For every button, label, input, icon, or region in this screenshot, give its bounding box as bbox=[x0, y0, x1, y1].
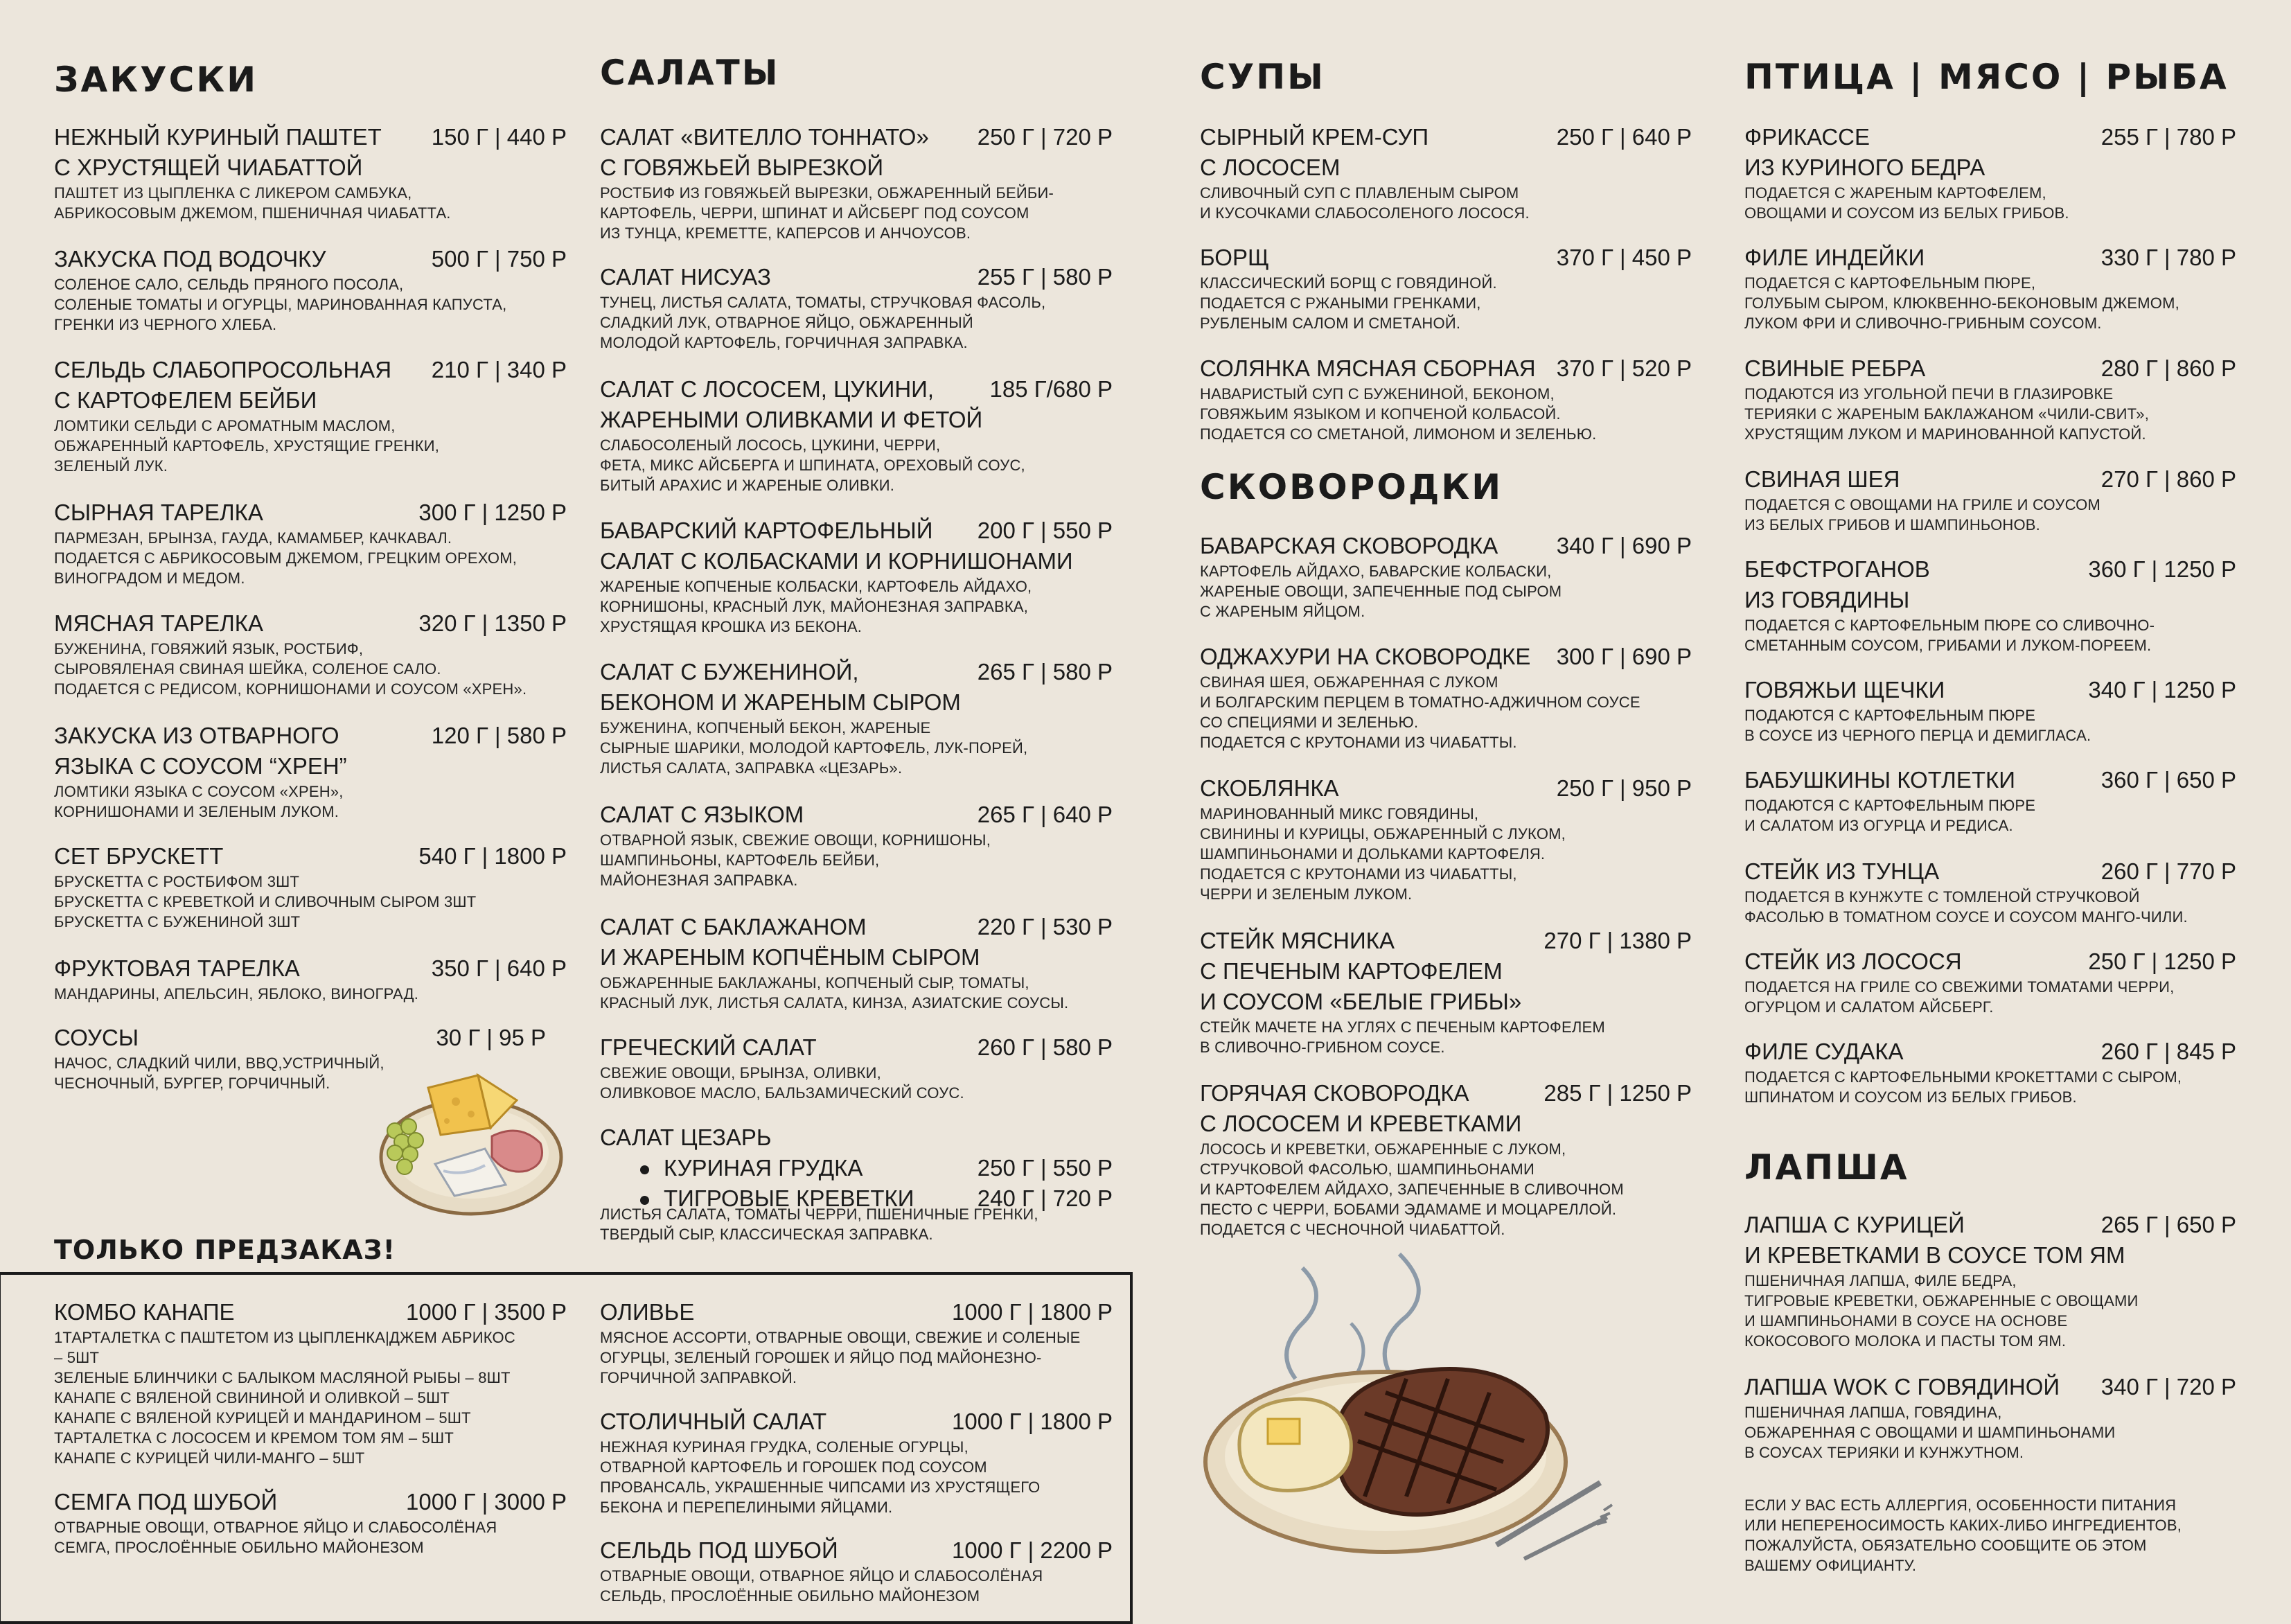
menu-item bbox=[54, 1487, 567, 1557]
item-name: СЕЛЬДЬ СЛАБОПРОСОЛЬНАЯ bbox=[54, 357, 392, 382]
item-name: ГОРЯЧАЯ СКОВОРОДКА bbox=[1200, 1080, 1469, 1106]
menu-item bbox=[1744, 353, 2236, 444]
menu-item bbox=[1200, 773, 1692, 904]
menu-item bbox=[1200, 531, 1692, 621]
item-description: ПОДАЮТСЯ С КАРТОФЕЛЬНЫМ ПЮРЕ И САЛАТОМ ИЗ ОГУРЦА И РЕДИСА. bbox=[1744, 797, 2036, 834]
item-price: 500 Г | 750 Р bbox=[431, 246, 567, 272]
menu-item bbox=[600, 515, 1113, 637]
item-description: ПШЕНИЧНАЯ ЛАПША, ГОВЯДИНА, ОБЖАРЕННАЯ С ОВОЩАМИ И ШАМПИНЬОНАМИ В СОУСАХ ТЕРИЯКИ И КУНЖУТНОМ. bbox=[1744, 1404, 2116, 1461]
item-name: ФРИКАССЕ bbox=[1744, 124, 1870, 150]
item-name-line2: ЖАРЕНЫМИ ОЛИВКАМИ И ФЕТОЙ bbox=[600, 407, 983, 432]
item-name: СВИНЫЕ РЕБРА bbox=[1744, 355, 1926, 381]
item-name-line2: С ГОВЯЖЬЕЙ ВЫРЕЗКОЙ bbox=[600, 155, 884, 180]
item-price: 250 Г | 720 Р bbox=[977, 124, 1113, 150]
menu-item bbox=[1744, 1036, 2236, 1107]
item-description: СВИНАЯ ШЕЯ, ОБЖАРЕННАЯ С ЛУКОМ И БОЛГАРСКИМ ПЕРЦЕМ В ТОМАТНО-АДЖИЧНОМ СОУСЕ СО СПЕЦИЯМИ И ЗЕЛЕНЬЮ. ПОДАЕТСЯ С КРУТОНАМИ ИЗ ЧИАБАТТЫ. bbox=[1200, 673, 1640, 751]
item-name: КОМБО КАНАПЕ bbox=[54, 1299, 235, 1325]
caesar-option bbox=[600, 1153, 1113, 1183]
item-description: ОТВАРНОЙ ЯЗЫК, СВЕЖИЕ ОВОЩИ, КОРНИШОНЫ, ШАМПИНЬОНЫ, КАРТОФЕЛЬ БЕЙБИ, МАЙОНЕЗНАЯ ЗАПРАВКА. bbox=[600, 831, 991, 889]
item-description: БУЖЕНИНА, ГОВЯЖИЙ ЯЗЫК, РОСТБИФ, СЫРОВЯЛЕНАЯ СВИНАЯ ШЕЙКА, СОЛЕНОЕ САЛО. ПОДАЕТСЯ С РЕДИСОМ, КОРНИШОНАМИ И СОУСОМ «ХРЕН». bbox=[54, 640, 527, 698]
item-price: 280 Г | 860 Р bbox=[2100, 355, 2236, 381]
item-name-line2: С КАРТОФЕЛЕМ БЕЙБИ bbox=[54, 387, 317, 413]
item-name: ЗАКУСКА ИЗ ОТВАРНОГО bbox=[54, 723, 339, 748]
item-price: 340 Г | 1250 Р bbox=[2088, 677, 2236, 703]
item-name: СТЕЙК МЯСНИКА bbox=[1200, 928, 1395, 953]
menu-item bbox=[54, 953, 567, 1004]
item-description: ПОДАЕТСЯ НА ГРИЛЕ СО СВЕЖИМИ ТОМАТАМИ ЧЕРРИ, ОГУРЦОМ И САЛАТОМ АЙСБЕРГ. bbox=[1744, 978, 2175, 1016]
item-name: БАВАРСКАЯ СКОВОРОДКА bbox=[1200, 533, 1498, 558]
menu-item bbox=[600, 1297, 1113, 1388]
item-name: СТЕЙК ИЗ ТУНЦА bbox=[1744, 858, 1940, 884]
item-description: ПАШТЕТ ИЗ ЦЫПЛЕНКА С ЛИКЕРОМ САМБУКА, АБРИКОСОВЫМ ДЖЕМОМ, ПШЕНИЧНАЯ ЧИАБАТТА. bbox=[54, 184, 451, 222]
item-price: 120 Г | 580 Р bbox=[431, 723, 567, 748]
item-name-line2: БЕКОНОМ И ЖАРЕНЫМ СЫРОМ bbox=[600, 689, 961, 715]
item-name: САЛАТ С ЛОСОСЕМ, ЦУКИНИ, bbox=[600, 376, 935, 402]
menu-item bbox=[1744, 464, 2236, 535]
item-price: 360 Г | 1250 Р bbox=[2088, 556, 2236, 582]
item-name-line2: ЯЗЫКА С СОУСОМ “ХРЕН” bbox=[54, 753, 347, 779]
item-name-line2: ИЗ КУРИНОГО БЕДРА bbox=[1744, 155, 1985, 180]
item-price: 265 Г | 640 Р bbox=[977, 802, 1113, 827]
menu-item bbox=[54, 841, 567, 932]
item-name: ФИЛЕ СУДАКА bbox=[1744, 1039, 1904, 1064]
caesar-option bbox=[600, 1183, 1113, 1214]
item-name: СЕЛЬДЬ ПОД ШУБОЙ bbox=[600, 1537, 838, 1563]
section-title-salaty: САЛАТЫ bbox=[600, 53, 780, 93]
item-description: НАВАРИСТЫЙ СУП С БУЖЕНИНОЙ, БЕКОНОМ, ГОВЯЖЬИМ ЯЗЫКОМ И КОПЧЕНОЙ КОЛБАСОЙ. ПОДАЕТСЯ СО СМЕТАНОЙ, ЛИМОНОМ И ЗЕЛЕНЬЮ. bbox=[1200, 385, 1597, 443]
item-name: САЛАТ С БАКЛАЖАНОМ bbox=[600, 914, 867, 939]
item-price: 300 Г | 1250 Р bbox=[418, 500, 567, 525]
item-name: БАВАРСКИЙ КАРТОФЕЛЬНЫЙ bbox=[600, 518, 933, 543]
item-description: ПОДАЕТСЯ С ЖАРЕНЫМ КАРТОФЕЛЕМ, ОВОЩАМИ И СОУСОМ ИЗ БЕЛЫХ ГРИБОВ. bbox=[1744, 184, 2069, 222]
item-description: ПОДАЕТСЯ В КУНЖУТЕ С ТОМЛЕНОЙ СТРУЧКОВОЙ ФАСОЛЬЮ В ТОМАТНОМ СОУСЕ И СОУСОМ МАНГО-ЧИЛИ. bbox=[1744, 888, 2188, 926]
item-name: СЕМГА ПОД ШУБОЙ bbox=[54, 1489, 278, 1515]
item-price: 220 Г | 530 Р bbox=[977, 914, 1113, 939]
item-price: 350 Г | 640 Р bbox=[431, 955, 567, 981]
item-price: 260 Г | 845 Р bbox=[2100, 1039, 2236, 1064]
option-name: КУРИНАЯ ГРУДКА bbox=[664, 1155, 863, 1181]
item-name: ГРЕЧЕСКИЙ САЛАТ bbox=[600, 1034, 817, 1060]
item-name: САЛАТ С ЯЗЫКОМ bbox=[600, 802, 804, 827]
item-name: СОЛЯНКА МЯСНАЯ СБОРНАЯ bbox=[1200, 355, 1536, 381]
menu-item bbox=[600, 1406, 1113, 1517]
item-price: 250 Г | 950 Р bbox=[1556, 775, 1692, 801]
item-name: САЛАТ ЦЕЗАРЬ bbox=[600, 1124, 772, 1150]
item-price: 260 Г | 580 Р bbox=[977, 1034, 1113, 1060]
item-name: БАБУШКИНЫ КОТЛЕТКИ bbox=[1744, 767, 2015, 793]
item-name: ЗАКУСКА ПОД ВОДОЧКУ bbox=[54, 246, 326, 272]
menu-item bbox=[1200, 353, 1692, 444]
section-title-lapsha: ЛАПША bbox=[1744, 1147, 1909, 1188]
item-name: БОРЩ bbox=[1200, 245, 1269, 270]
item-description: ЛОСОСЬ И КРЕВЕТКИ, ОБЖАРЕННЫЕ С ЛУКОМ, СТРУЧКОВОЙ ФАСОЛЬЮ, ШАМПИНЬОНАМИ И КАРТОФЕЛЕМ АЙДАХО, ЗАПЕЧЕННЫЕ В СЛИВОЧНОМ ПЕСТО С ЧЕРРИ, БОБАМИ ЭДАМАМЕ И МОЦАРЕЛЛОЙ. ПОДАЕТСЯ С ЧЕСНОЧНОЙ ЧИАБАТТОЙ. bbox=[1200, 1140, 1624, 1238]
item-price: 250 Г | 1250 Р bbox=[2088, 948, 2236, 974]
item-description: ЖАРЕНЫЕ КОПЧЕНЫЕ КОЛБАСКИ, КАРТОФЕЛЬ АЙДАХО, КОРНИШОНЫ, КРАСНЫЙ ЛУК, МАЙОНЕЗНАЯ ЗАПРАВКА, ХРУСТЯЩАЯ КРОШКА ИЗ БЕКОНА. bbox=[600, 578, 1032, 635]
item-description: ПОДАЕТСЯ С КАРТОФЕЛЬНЫМ ПЮРЕ СО СЛИВОЧНО- СМЕТАННЫМ СОУСОМ, ГРИБАМИ И ЛУКОМ-ПОРЕЕМ. bbox=[1744, 617, 2155, 654]
item-price: 285 Г | 1250 Р bbox=[1543, 1080, 1692, 1106]
menu-item bbox=[54, 244, 567, 335]
menu-item bbox=[54, 355, 567, 476]
item-description: СЛИВОЧНЫЙ СУП С ПЛАВЛЕНЫМ СЫРОМ И КУСОЧКАМИ СЛАБОСОЛЕНОГО ЛОСОСЯ. bbox=[1200, 184, 1530, 222]
option-price: 250 Г | 550 Р bbox=[977, 1155, 1113, 1181]
menu-item bbox=[1744, 856, 2236, 927]
menu-item bbox=[600, 912, 1113, 1013]
item-name: НЕЖНЫЙ КУРИНЫЙ ПАШТЕТ bbox=[54, 124, 382, 150]
item-name: ОЛИВЬЕ bbox=[600, 1299, 695, 1325]
item-name-line2: ИЗ ГОВЯДИНЫ bbox=[1744, 587, 1910, 612]
menu-item bbox=[1200, 242, 1692, 333]
item-description: ПОДАЕТСЯ С КАРТОФЕЛЬНЫМ ПЮРЕ, ГОЛУБЫМ СЫРОМ, КЛЮКВЕННО-БЕКОНОВЫМ ДЖЕМОМ, ЛУКОМ ФРИ И СЛИВОЧНО-ГРИБНЫМ СОУСОМ. bbox=[1744, 274, 2179, 332]
menu-item bbox=[600, 122, 1113, 243]
item-price: 340 Г | 720 Р bbox=[2100, 1374, 2236, 1400]
item-name: СЫРНАЯ ТАРЕЛКА bbox=[54, 500, 263, 525]
item-price: 270 Г | 1380 Р bbox=[1543, 928, 1692, 953]
item-description: КАРТОФЕЛЬ АЙДАХО, БАВАРСКИЕ КОЛБАСКИ, ЖАРЕНЫЕ ОВОЩИ, ЗАПЕЧЕННЫЕ ПОД СЫРОМ С ЖАРЕНЫМ ЯЙЦОМ. bbox=[1200, 563, 1562, 620]
item-name: САЛАТ С БУЖЕНИНОЙ, bbox=[600, 659, 859, 685]
item-price: 1000 Г | 3000 Р bbox=[406, 1489, 567, 1515]
item-name-line3: И СОУСОМ «БЕЛЫЕ ГРИБЫ» bbox=[1200, 989, 1522, 1014]
preorder-title: ТОЛЬКО ПРЕДЗАКАЗ! bbox=[54, 1235, 396, 1265]
item-description: ОБЖАРЕННЫЕ БАКЛАЖАНЫ, КОПЧЕНЫЙ СЫР, ТОМАТЫ, КРАСНЫЙ ЛУК, ЛИСТЬЯ САЛАТА, КИНЗА, АЗИАТСКИЕ СОУСЫ. bbox=[600, 974, 1069, 1012]
item-price: 150 Г | 440 Р bbox=[431, 124, 567, 150]
menu-item bbox=[600, 657, 1113, 778]
item-name: САЛАТ «ВИТЕЛЛО ТОННАТО» bbox=[600, 124, 929, 150]
item-name: СЕТ БРУСКЕТТ bbox=[54, 843, 224, 869]
item-name-line2: САЛАТ С КОЛБАСКАМИ И КОРНИШОНАМИ bbox=[600, 548, 1073, 574]
menu-item bbox=[1744, 1210, 2236, 1351]
cheese-plate-illustration bbox=[374, 1060, 568, 1219]
section-title-zakuski: ЗАКУСКИ bbox=[54, 60, 258, 100]
menu-item bbox=[54, 1297, 567, 1468]
menu-item bbox=[54, 122, 567, 223]
item-description: КЛАССИЧЕСКИЙ БОРЩ С ГОВЯДИНОЙ. ПОДАЕТСЯ С РЖАНЫМИ ГРЕНКАМИ, РУБЛЕНЫМ САЛОМ И СМЕТАНОЙ. bbox=[1200, 274, 1497, 332]
item-price: 370 Г | 450 Р bbox=[1556, 245, 1692, 270]
item-price: 210 Г | 340 Р bbox=[431, 357, 567, 382]
item-name: ЛАПША С КУРИЦЕЙ bbox=[1744, 1212, 1965, 1237]
item-description: БРУСКЕТТА С РОСТБИФОМ 3ШТ БРУСКЕТТА С КРЕВЕТКОЙ И СЛИВОЧНЫМ СЫРОМ 3ШТ БРУСКЕТТА С БУЖЕНИНОЙ 3ШТ bbox=[54, 873, 477, 930]
item-description: РОСТБИФ ИЗ ГОВЯЖЬЕЙ ВЫРЕЗКИ, ОБЖАРЕННЫЙ БЕЙБИ- КАРТОФЕЛЬ, ЧЕРРИ, ШПИНАТ И АЙСБЕРГ ПОД СОУСОМ ИЗ ТУНЦА, КРЕМЕТТЕ, КАПЕРСОВ И АНЧОУСОВ. bbox=[600, 184, 1054, 242]
menu-item bbox=[54, 608, 567, 699]
item-name-line2: И ЖАРЕНЫМ КОПЧЁНЫМ СЫРОМ bbox=[600, 944, 980, 970]
item-price: 265 Г | 580 Р bbox=[977, 659, 1113, 685]
menu-item bbox=[600, 262, 1113, 353]
item-description: ЛОМТИКИ ЯЗЫКА С СОУСОМ «ХРЕН», КОРНИШОНАМИ И ЗЕЛЕНЫМ ЛУКОМ. bbox=[54, 783, 344, 820]
section-title-supy: СУПЫ bbox=[1200, 57, 1325, 97]
item-description: СТЕЙК МАЧЕТЕ НА УГЛЯХ С ПЕЧЕНЫМ КАРТОФЕЛЕМ В СЛИВОЧНО-ГРИБНОМ СОУСЕ. bbox=[1200, 1018, 1605, 1056]
menu-item bbox=[1744, 122, 2236, 223]
item-description: МАРИНОВАННЫЙ МИКС ГОВЯДИНЫ, СВИНИНЫ И КУРИЦЫ, ОБЖАРЕННЫЙ С ЛУКОМ, ШАМПИНЬОНАМИ И ДОЛЬКАМИ КАРТОФЕЛЯ. ПОДАЕТСЯ С КРУТОНАМИ ИЗ ЧИАБАТТЫ, ЧЕРРИ И ЗЕЛЕНЫМ ЛУКОМ. bbox=[1200, 805, 1566, 903]
item-description: ПОДАЮТСЯ С КАРТОФЕЛЬНЫМ ПЮРЕ В СОУСЕ ИЗ ЧЕРНОГО ПЕРЦА И ДЕМИГЛАСА. bbox=[1744, 707, 2091, 744]
item-price: 540 Г | 1800 Р bbox=[418, 843, 567, 869]
item-name-line2: С ПЕЧЕНЫМ КАРТОФЕЛЕМ bbox=[1200, 958, 1503, 984]
item-description: ПАРМЕЗАН, БРЫНЗА, ГАУДА, КАМАМБЕР, КАЧКАВАЛ. ПОДАЕТСЯ С АБРИКОСОВЫМ ДЖЕМОМ, ГРЕЦКИМ ОРЕХОМ, ВИНОГРАДОМ И МЕДОМ. bbox=[54, 529, 518, 587]
item-price: 30 Г | 95 Р bbox=[436, 1025, 546, 1050]
item-description: БУЖЕНИНА, КОПЧЕНЫЙ БЕКОН, ЖАРЕНЫЕ СЫРНЫЕ ШАРИКИ, МОЛОДОЙ КАРТОФЕЛЬ, ЛУК-ПОРЕЙ, ЛИСТЬЯ САЛАТА, ЗАПРАВКА «ЦЕЗАРЬ». bbox=[600, 719, 1028, 777]
item-name: СОУСЫ bbox=[54, 1025, 139, 1050]
menu-item bbox=[1744, 242, 2236, 333]
item-description: НЕЖНАЯ КУРИНАЯ ГРУДКА, СОЛЕНЫЕ ОГУРЦЫ, ОТВАРНОЙ КАРТОФЕЛЬ И ГОРОШЕК ПОД СОУСОМ ПРОВАНСАЛЬ, УКРАШЕННЫЕ ЧИПСАМИ ИЗ ХРУСТЯЩЕГО БЕКОНА И ПЕРЕПЕЛИНЫМИ ЯЙЦАМИ. bbox=[600, 1438, 1041, 1516]
item-price: 250 Г | 640 Р bbox=[1556, 124, 1692, 150]
item-description: ОТВАРНЫЕ ОВОЩИ, ОТВАРНОЕ ЯЙЦО И СЛАБОСОЛЁНАЯ СЕЛЬДЬ, ПРОСЛОЁННЫЕ ОБИЛЬНО МАЙОНЕЗОМ bbox=[600, 1567, 1043, 1605]
item-price: 260 Г | 770 Р bbox=[2100, 858, 2236, 884]
menu-item bbox=[600, 374, 1113, 495]
item-description: МАНДАРИНЫ, АПЕЛЬСИН, ЯБЛОКО, ВИНОГРАД. bbox=[54, 985, 419, 1003]
item-name: ФИЛЕ ИНДЕЙКИ bbox=[1744, 245, 1925, 270]
item-description: ТУНЕЦ, ЛИСТЬЯ САЛАТА, ТОМАТЫ, СТРУЧКОВАЯ ФАСОЛЬ, СЛАДКИЙ ЛУК, ОТВАРНОЕ ЯЙЦО, ОБЖАРЕННЫЙ МОЛОДОЙ КАРТОФЕЛЬ, ГОРЧИЧНАЯ ЗАПРАВКА. bbox=[600, 294, 1046, 351]
item-name: ГОВЯЖЬИ ЩЕЧКИ bbox=[1744, 677, 1945, 703]
item-price: 1000 Г | 3500 Р bbox=[406, 1299, 567, 1325]
item-description: ПОДАЮТСЯ ИЗ УГОЛЬНОЙ ПЕЧИ В ГЛАЗИРОВКЕ ТЕРИЯКИ С ЖАРЕНЫМ БАКЛАЖАНОМ «ЧИЛИ-СВИТ», ХРУСТЯЩИМ ЛУКОМ И МАРИНОВАННОЙ КАПУСТОЙ. bbox=[1744, 385, 2150, 443]
option-price: 240 Г | 720 Р bbox=[977, 1185, 1113, 1211]
item-name-line2: С ЛОСОСЕМ bbox=[1200, 155, 1341, 180]
item-price: 255 Г | 580 Р bbox=[977, 264, 1113, 290]
item-description: НАЧОС, СЛАДКИЙ ЧИЛИ, BBQ,УСТРИЧНЫЙ, ЧЕСНОЧНЫЙ, БУРГЕР, ГОРЧИЧНЫЙ. bbox=[54, 1054, 384, 1092]
item-price: 300 Г | 690 Р bbox=[1556, 644, 1692, 669]
menu-item bbox=[1200, 122, 1692, 223]
item-price: 360 Г | 650 Р bbox=[2100, 767, 2236, 793]
menu-item bbox=[1200, 926, 1692, 1057]
section-title-skovorodki: СКОВОРОДКИ bbox=[1200, 467, 1503, 507]
item-description: ПОДАЕТСЯ С ОВОЩАМИ НА ГРИЛЕ И СОУСОМ ИЗ БЕЛЫХ ГРИБОВ И ШАМПИНЬОНОВ. bbox=[1744, 496, 2101, 533]
menu-item bbox=[54, 497, 567, 588]
menu-item-caesar bbox=[600, 1122, 1113, 1244]
item-name: САЛАТ НИСУАЗ bbox=[600, 264, 771, 290]
item-name-line2: С ЛОСОСЕМ И КРЕВЕТКАМИ bbox=[1200, 1111, 1522, 1136]
item-price: 340 Г | 690 Р bbox=[1556, 533, 1692, 558]
item-name: ОДЖАХУРИ НА СКОВОРОДКЕ bbox=[1200, 644, 1531, 669]
option-name: ТИГРОВЫЕ КРЕВЕТКИ bbox=[664, 1185, 914, 1211]
item-description: СЛАБОСОЛЕНЫЙ ЛОСОСЬ, ЦУКИНИ, ЧЕРРИ, ФЕТА, МИКС АЙСБЕРГА И ШПИНАТА, ОРЕХОВЫЙ СОУС, БИТЫЙ АРАХИС И ЖАРЕНЫЕ ОЛИВКИ. bbox=[600, 436, 1025, 494]
menu-item bbox=[600, 800, 1113, 890]
item-price: 1000 Г | 2200 Р bbox=[952, 1537, 1113, 1563]
item-name: МЯСНАЯ ТАРЕЛКА bbox=[54, 610, 263, 636]
item-name: СТЕЙК ИЗ ЛОСОСЯ bbox=[1744, 948, 1962, 974]
menu-item bbox=[600, 1535, 1113, 1606]
item-price: 1000 Г | 1800 Р bbox=[952, 1409, 1113, 1434]
item-name: СЫРНЫЙ КРЕМ-СУП bbox=[1200, 124, 1429, 150]
menu-item bbox=[600, 1032, 1113, 1103]
item-description: ПОДАЕТСЯ С КАРТОФЕЛЬНЫМИ КРОКЕТТАМИ С СЫРОМ, ШПИНАТОМ И СОУСОМ ИЗ БЕЛЫХ ГРИБОВ. bbox=[1744, 1068, 2182, 1106]
item-name: СКОБЛЯНКА bbox=[1200, 775, 1339, 801]
item-name-line2: С ХРУСТЯЩЕЙ ЧИАБАТТОЙ bbox=[54, 155, 363, 180]
item-description: ОТВАРНЫЕ ОВОЩИ, ОТВАРНОЕ ЯЙЦО И СЛАБОСОЛЁНАЯ СЕМГА, ПРОСЛОЁННЫЕ ОБИЛЬНО МАЙОНЕЗОМ bbox=[54, 1519, 497, 1556]
item-price: 320 Г | 1350 Р bbox=[418, 610, 567, 636]
menu-item bbox=[54, 721, 567, 822]
item-price: 270 Г | 860 Р bbox=[2100, 466, 2236, 492]
item-price: 265 Г | 650 Р bbox=[2100, 1212, 2236, 1237]
menu-item bbox=[1744, 675, 2236, 745]
menu-item bbox=[1744, 1372, 2236, 1463]
item-price: 1000 Г | 1800 Р bbox=[952, 1299, 1113, 1325]
item-name: СВИНАЯ ШЕЯ bbox=[1744, 466, 1900, 492]
item-name: СТОЛИЧНЫЙ САЛАТ bbox=[600, 1409, 827, 1434]
menu-item bbox=[1200, 642, 1692, 752]
allergy-note: ЕСЛИ У ВАС ЕСТЬ АЛЛЕРГИЯ, ОСОБЕННОСТИ ПИТАНИЯ ИЛИ НЕПЕРЕНОСИМОСТЬ КАКИХ-ЛИБО ИНГРЕДИЕНТОВ, ПОЖАЛУЙСТА, ОБЯЗАТЕЛЬНО СООБЩИТЕ ОБ ЭТОМ ВАШЕМУ ОФИЦИАНТУ. bbox=[1744, 1497, 2182, 1574]
item-description: ЛОМТИКИ СЕЛЬДИ С АРОМАТНЫМ МАСЛОМ, ОБЖАРЕННЫЙ КАРТОФЕЛЬ, ХРУСТЯЩИЕ ГРЕНКИ, ЗЕЛЕНЫЙ ЛУК. bbox=[54, 417, 440, 475]
item-price: 185 Г/680 Р bbox=[989, 376, 1113, 402]
item-price: 255 Г | 780 Р bbox=[2100, 124, 2236, 150]
item-price: 200 Г | 550 Р bbox=[977, 518, 1113, 543]
item-description: ПШЕНИЧНАЯ ЛАПША, ФИЛЕ БЕДРА, ТИГРОВЫЕ КРЕВЕТКИ, ОБЖАРЕННЫЕ С ОВОЩАМИ И ШАМПИНЬОНАМИ В СОУСЕ НА ОСНОВЕ КОКОСОВОГО МОЛОКА И ПАСТЫ ТОМ ЯМ. bbox=[1744, 1272, 2139, 1350]
menu-item bbox=[1744, 765, 2236, 836]
item-description: МЯСНОЕ АССОРТИ, ОТВАРНЫЕ ОВОЩИ, СВЕЖИЕ И СОЛЕНЫЕ ОГУРЦЫ, ЗЕЛЕНЫЙ ГОРОШЕК И ЯЙЦО ПОД МАЙОНЕЗНО- ГОРЧИЧНОЙ ЗАПРАВКОЙ. bbox=[600, 1329, 1081, 1386]
menu-item bbox=[1200, 1078, 1692, 1239]
item-name-line2: И КРЕВЕТКАМИ В СОУСЕ ТОМ ЯМ bbox=[1744, 1242, 2125, 1268]
section-title-ptica: ПТИЦА | МЯСО | РЫБА bbox=[1744, 57, 2229, 97]
item-description: ЛИСТЬЯ САЛАТА, ТОМАТЫ ЧЕРРИ, ПШЕНИЧНЫЕ ГРЕНКИ, ТВЕРДЫЙ СЫР, КЛАССИЧЕСКАЯ ЗАПРАВКА. bbox=[600, 1206, 1038, 1243]
menu-item bbox=[1744, 554, 2236, 655]
item-description: СВЕЖИЕ ОВОЩИ, БРЫНЗА, ОЛИВКИ, ОЛИВКОВОЕ МАСЛО, БАЛЬЗАМИЧЕСКИЙ СОУС. bbox=[600, 1064, 964, 1102]
item-name: ФРУКТОВАЯ ТАРЕЛКА bbox=[54, 955, 300, 981]
item-name: ЛАПША WOK С ГОВЯДИНОЙ bbox=[1744, 1374, 2060, 1400]
item-price: 330 Г | 780 Р bbox=[2100, 245, 2236, 270]
item-description: 1ТАРТАЛЕТКА С ПАШТЕТОМ ИЗ ЦЫПЛЕНКА|ДЖЕМ АБРИКОС – 5ШТ ЗЕЛЕНЫЕ БЛИНЧИКИ С БАЛЫКОМ МАСЛЯНОЙ РЫБЫ – 8ШТ КАНАПЕ С ВЯЛЕНОЙ СВИНИНОЙ И ОЛИВКОЙ – 5ШТ КАНАПЕ С ВЯЛЕНОЙ КУРИЦЕЙ И МАНДАРИНОМ – 5ШТ ТАРТАЛЕТКА С ЛОСОСЕМ И КРЕМОМ ТОМ ЯМ – 5ШТ КАНАПЕ С КУРИЦЕЙ ЧИЛИ-МАНГО – 5ШТ bbox=[54, 1329, 515, 1467]
item-price: 370 Г | 520 Р bbox=[1556, 355, 1692, 381]
item-name: БЕФСТРОГАНОВ bbox=[1744, 556, 1930, 582]
menu-item bbox=[1744, 946, 2236, 1017]
item-description: СОЛЕНОЕ САЛО, СЕЛЬДЬ ПРЯНОГО ПОСОЛА, СОЛЕНЫЕ ТОМАТЫ И ОГУРЦЫ, МАРИНОВАННАЯ КАПУСТА, ГРЕНКИ ИЗ ЧЕРНОГО ХЛЕБА. bbox=[54, 276, 507, 333]
steak-plate-illustration bbox=[1198, 1240, 1614, 1566]
